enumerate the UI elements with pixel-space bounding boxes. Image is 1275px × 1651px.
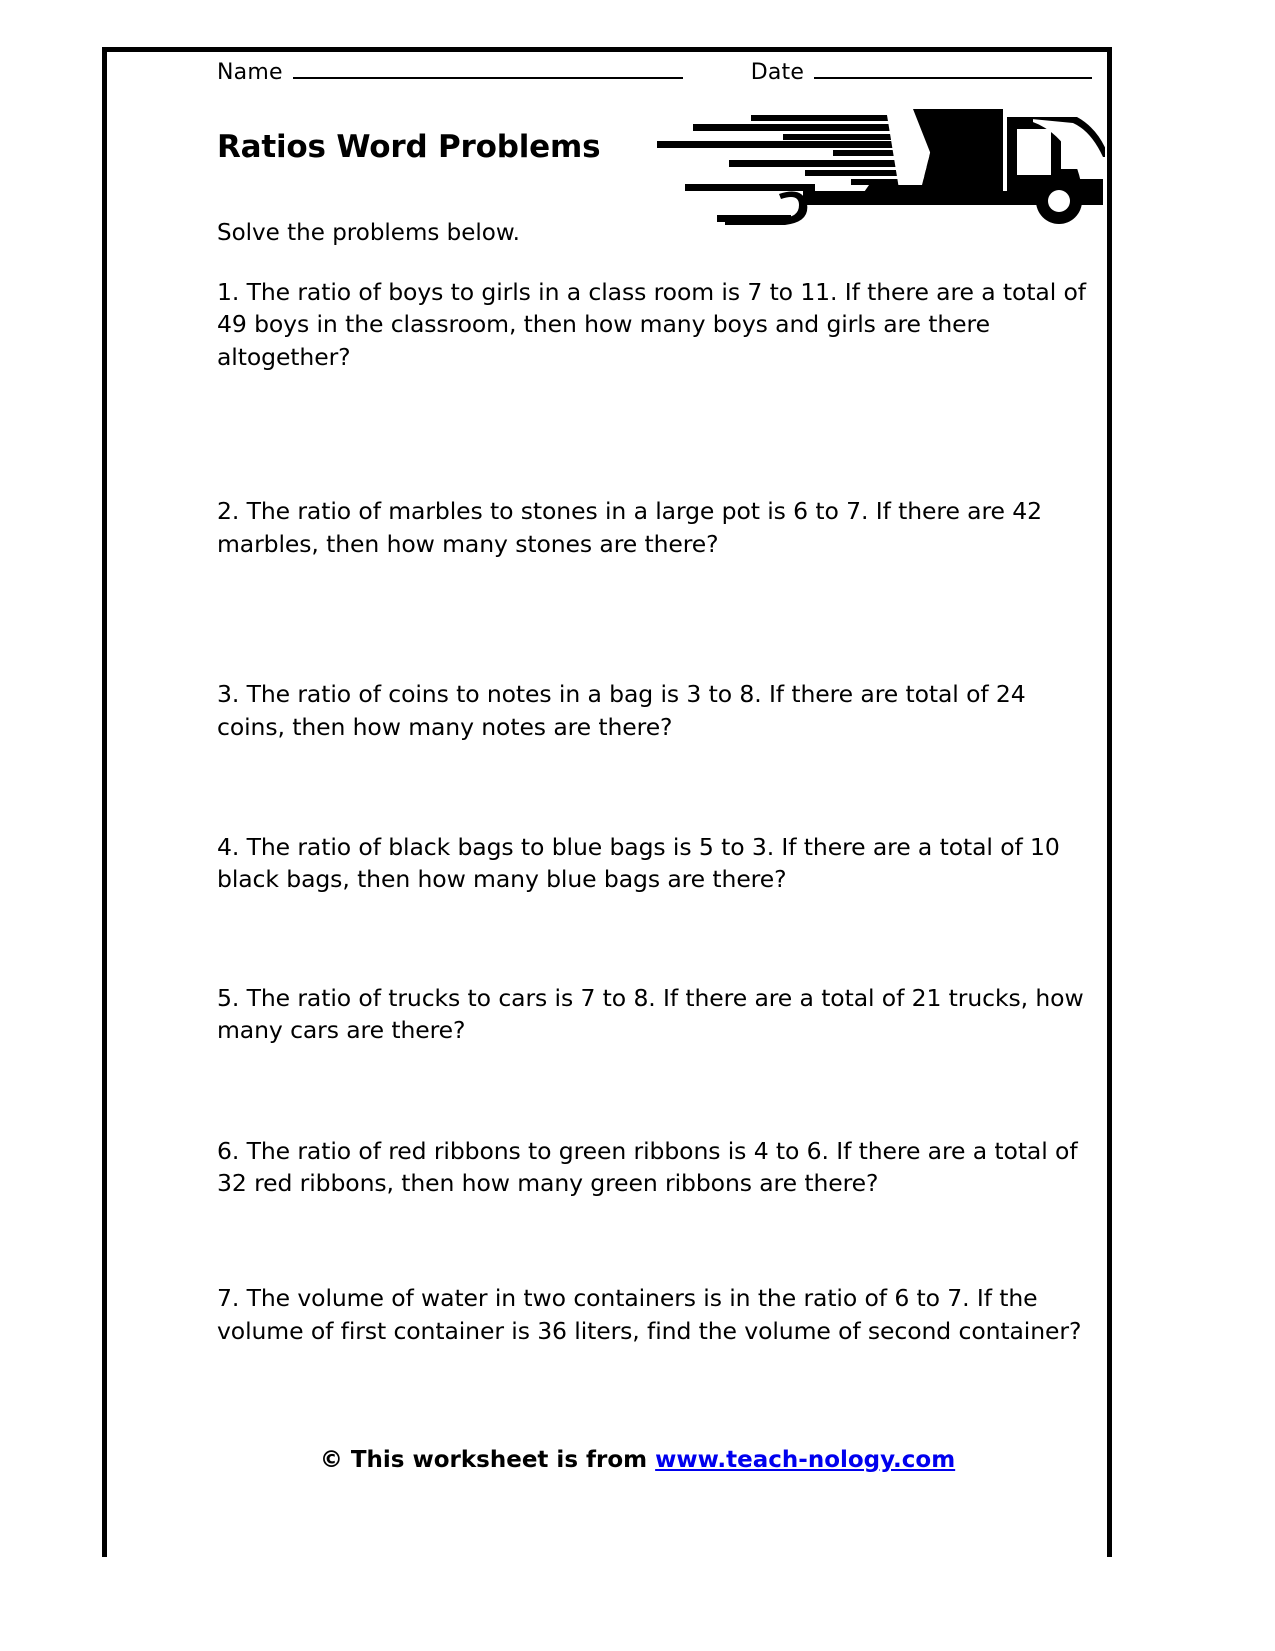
problem-item: 2. The ratio of marbles to stones in a large pot is 6 to 7. If there are 42 marbles, then how many stones are there? bbox=[217, 497, 1042, 558]
instruction-text: Solve the problems below. bbox=[217, 220, 520, 246]
problems-list bbox=[217, 276, 1097, 1347]
title-block bbox=[217, 129, 1097, 192]
date-label: Date bbox=[750, 60, 805, 85]
speeding-delivery-truck-icon bbox=[655, 93, 1105, 225]
problem-item: 6. The ratio of red ribbons to green ribbons is 4 to 6. If there are a total of 32 red ribbons, then how many green ribbons are there? bbox=[217, 1136, 1078, 1198]
name-date-row bbox=[217, 60, 1097, 94]
date-group bbox=[751, 60, 1092, 85]
name-input-line[interactable] bbox=[293, 61, 683, 79]
problem-item: 7. The volume of water in two containers is in the ratio of 6 to 7. If the volume of first container is 36 liters, find the volume of second container? bbox=[217, 1284, 1082, 1345]
problem-item: 3. The ratio of coins to notes in a bag is 3 to 8. If there are total of 24 coins, then how many notes are there? bbox=[217, 680, 1026, 741]
problem-item: 1. The ratio of boys to girls in a class room is 7 to 11. If there are a total of 49 boys in the classroom, then how many boys and girls are there altogether? bbox=[217, 278, 1086, 371]
problem-item: 5. The ratio of trucks to cars is 7 to 8. If there are a total of 21 trucks, how many cars are there? bbox=[217, 983, 1084, 1045]
problem-item: 4. The ratio of black bags to blue bags is 5 to 3. If there are a total of 10 black bags, then how many blue bags are there? bbox=[217, 832, 1060, 894]
worksheet-content bbox=[217, 60, 1097, 1347]
teachnology-link[interactable]: www.teach-nology.com bbox=[655, 1447, 956, 1473]
name-label: Name bbox=[217, 60, 283, 85]
page-title: Ratios Word Problems bbox=[217, 129, 601, 165]
footer bbox=[0, 1447, 1275, 1473]
copyright-text: © This worksheet is from bbox=[319, 1447, 656, 1473]
date-input-line[interactable] bbox=[814, 61, 1092, 79]
